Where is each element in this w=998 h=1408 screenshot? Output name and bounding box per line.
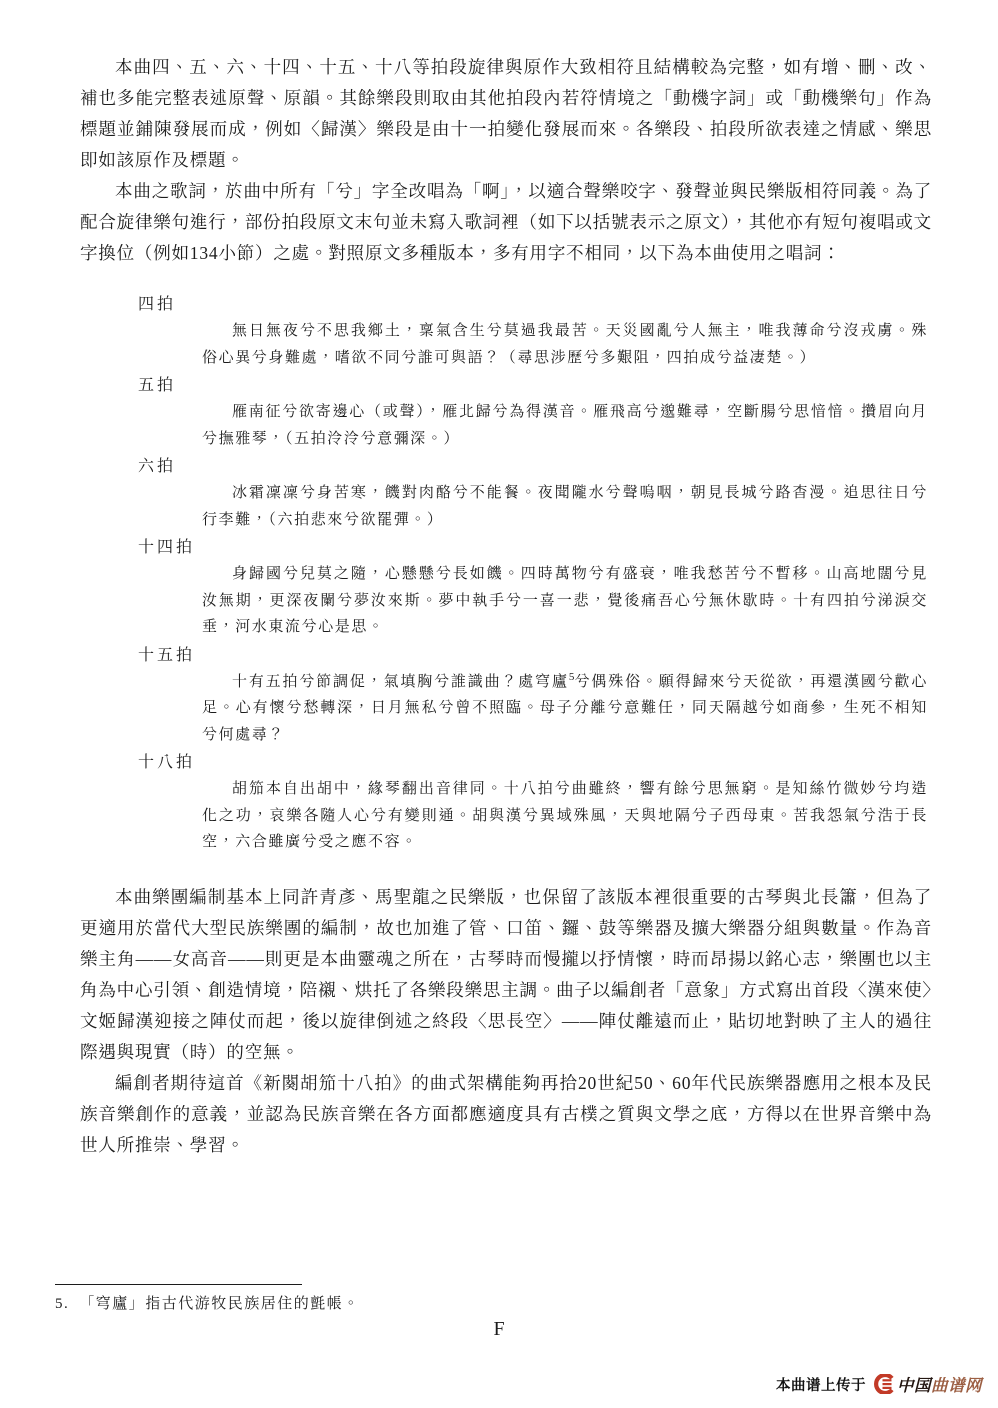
lyric-text-5beat: 雁南征兮欲寄邊心（或聲），雁北歸兮為得漢音。雁飛高兮邈難尋，空斷腸兮思愔愔。攢眉向月兮撫雅琴，（五拍泠泠兮意彌深。） [202, 404, 928, 447]
lyric-text-15beat [202, 669, 928, 749]
paragraph-orchestration: 本曲樂團編制基本上同許青彥、馬聖龍之民樂版，也保留了該版本裡很重要的古琴與北長簫，但為了更適用於當代大型民族樂團的編制，故也加進了管、口笛、鑼、鼓等樂器及擴大樂器分組與數量。作為音樂主角——女高音——則更是本曲靈魂之所在，古琴時而慢攏以抒情懷，時而昂揚以銘心志，樂團也以主角為中心引領、創造情境，陪襯、烘托了各樂段樂思主調。曲子以編創者「意象」方式寫出首段〈漢來使〉文姬歸漢迎接之陣仗而起，後以旋律倒述之終段〈思長空〉——陣仗離遠而止，貼切地對映了主人的過往際遇與現實（時）的空無。 [80, 886, 932, 1062]
cqp-logo-icon [874, 1374, 894, 1394]
watermark [776, 1372, 982, 1396]
lyric-text-15beat-part2: 兮偶殊俗。願得歸來兮天從欲，再還漢國兮歡心足。心有懷兮愁轉深，日月無私兮曾不照臨。母子分離兮意難任，同天隔越兮如商參，生死不相知兮何處尋？ [202, 673, 928, 743]
lyric-label-4beat: 四拍 [138, 296, 177, 313]
lyric-label-5beat: 五拍 [138, 377, 177, 394]
lyric-text-6beat: 冰霜凜凜兮身苦寒，饑對肉酪兮不能餐。夜聞隴水兮聲嗚咽，朝見長城兮路杳漫。追思往日兮行李難，（六拍悲來兮欲罷彈。） [202, 485, 928, 528]
lyric-label-15beat: 十五拍 [138, 646, 196, 664]
footnote-divider [55, 1284, 302, 1285]
paragraph-structure-overview: 本曲四、五、六、十四、十五、十八等拍段旋律與原作大致相符且結構較為完整，如有增、刪、改、補也多能完整表述原聲、原韻。其餘樂段則取由其他拍段內若符情境之「動機字詞」或「動機樂句」作為標題並鋪陳發展而成，例如〈歸漢〉樂段是由十一拍變化發展而來。各樂段、拍段所欲表達之情感、樂思即如該原作及標題。 [80, 57, 932, 170]
paragraph-composer-expectation: 編創者期待這首《新闋胡笳十八拍》的曲式架構能夠再拾20世紀50、60年代民族樂器應用之根本及民族音樂創作的意義，並認為民族音樂在各方面都應適度具有古樸之質與文學之底，方得以在世界音樂中為世人所推崇、學習。 [80, 1072, 932, 1155]
lyric-label-6beat: 六拍 [138, 458, 177, 475]
lyric-text-15beat-part1: 十有五拍兮節調促，氣填胸兮誰識曲？處穹廬 [232, 673, 569, 690]
lyric-text-18beat: 胡笳本自出胡中，緣琴翻出音律同。十八拍兮曲雖終，響有餘兮思無窮。是知絲竹微妙兮均造化之功，哀樂各隨人心兮有變則通。胡與漢兮異域殊風，天與地隔兮子西母東。苦我怨氣兮浩于長空，六合雖廣兮受之應不容。 [202, 781, 928, 850]
watermark-prefix-label: 本曲谱上传于 [776, 1377, 866, 1394]
watermark-brand-qupu: 曲谱网 [931, 1377, 982, 1395]
footnote-marker: 5. [55, 1296, 70, 1312]
lyrics-block [138, 291, 930, 856]
footnote-area [55, 1284, 360, 1315]
footnote-text [55, 1293, 360, 1315]
lyric-text-4beat: 無日無夜兮不思我鄉土，稟氣含生兮莫過我最苦。天災國亂兮人無主，唯我薄命兮沒戎虜。殊俗心異兮身難處，嗜欲不同兮誰可與語？（尋思涉歷兮多艱阻，四拍成兮益凄楚。） [202, 323, 928, 366]
lyric-text-14beat: 身歸國兮兒莫之隨，心懸懸兮長如饑。四時萬物兮有盛衰，唯我愁苦兮不暫移。山高地闊兮見汝無期，更深夜闌兮夢汝來斯。夢中執手兮一喜一悲，覺後痛吾心兮無休歇時。十有四拍兮涕淚交垂，河水東流兮心是思。 [202, 566, 928, 635]
paragraph-lyrics-intro: 本曲之歌詞，於曲中所有「兮」字全改唱為「啊」，以適合聲樂咬字、發聲並與民樂版相符同義。為了配合旋律樂句進行，部份拍段原文末句並未寫入歌詞裡（如下以括號表示之原文），其他亦有短句複唱或文字換位（例如134小節）之處。對照原文多種版本，多有用字不相同，以下為本曲使用之唱詞： [80, 181, 932, 263]
lyric-label-18beat: 十八拍 [138, 754, 196, 771]
page-number: F [493, 1318, 505, 1340]
watermark-brand-china: 中国 [897, 1377, 931, 1395]
lyric-label-14beat: 十四拍 [138, 539, 196, 556]
document-body [80, 52, 932, 1161]
footnote-reference-5: 5 [568, 670, 575, 683]
footnote-content: 「穹廬」指古代游牧民族居住的氈帳。 [79, 1296, 360, 1312]
